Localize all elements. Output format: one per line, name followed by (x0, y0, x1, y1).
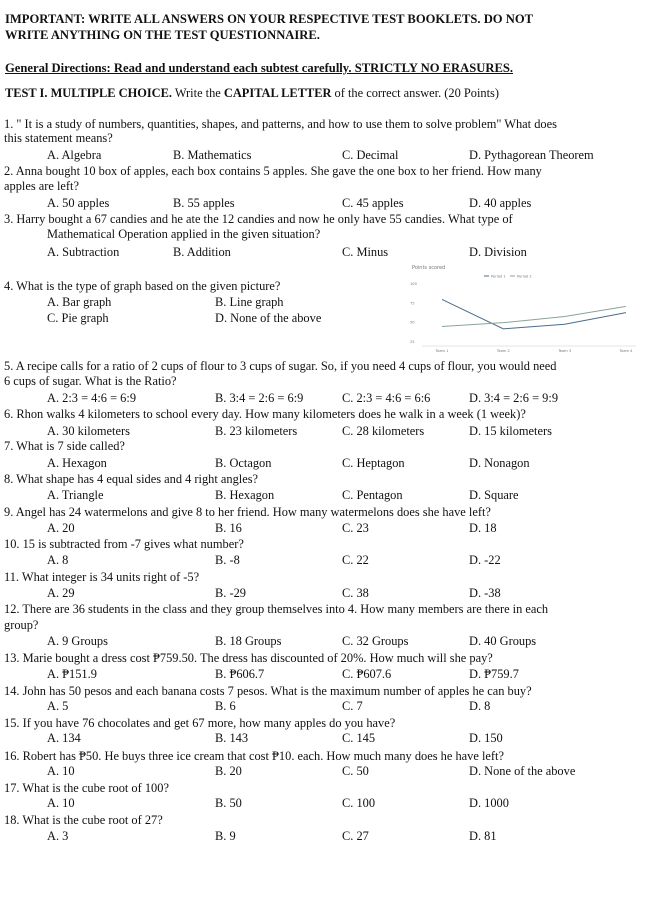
question-15-option-c: C. 145 (342, 731, 376, 745)
question-14-option-d: D. 8 (469, 699, 491, 713)
question-4-option-c: C. Pie graph (47, 311, 109, 325)
question-4-option-d: D. None of the above (215, 311, 322, 325)
test-instruction-b: CAPITAL LETTER (223, 86, 332, 100)
question-14-option-a: A. 5 (47, 699, 69, 713)
question-3-option-d: D. Division (469, 245, 527, 259)
question-11-option-c: C. 38 (342, 586, 369, 600)
x-tick-label-1: Team 1 (435, 349, 449, 353)
question-1-option-c: C. Decimal (342, 148, 399, 162)
question-10-text-line-1: 10. 15 is subtracted from -7 gives what number? (4, 537, 244, 551)
question-5-option-b: B. 3:4 = 2:6 = 6:9 (215, 391, 304, 405)
question-17-option-a: A. 10 (47, 796, 75, 810)
question-15-option-d: D. 150 (469, 731, 503, 745)
question-2-option-a: A. 50 apples (47, 196, 110, 210)
question-9-text-line-1: 9. Angel has 24 watermelons and give 8 to her friend. How many watermelons does she have left? (4, 505, 491, 519)
question-18-option-a: A. 3 (47, 829, 69, 843)
question-11-option-b: B. -29 (215, 586, 246, 600)
question-15-option-a: A. 134 (47, 731, 81, 745)
question-12-option-b: B. 18 Groups (215, 634, 282, 648)
question-17-option-b: B. 50 (215, 796, 242, 810)
question-1-option-a: A. Algebra (47, 148, 102, 162)
question-1-text-line-1: 1. " It is a study of numbers, quantities, shapes, and patterns, and how to use them to solve problem" What does (4, 117, 557, 131)
question-14-option-b: B. 6 (215, 699, 236, 713)
question-2-option-c: C. 45 apples (342, 196, 404, 210)
line-graph-figure (404, 262, 642, 354)
question-16-option-b: B. 20 (215, 764, 242, 778)
question-3-option-b: B. Addition (173, 245, 231, 259)
question-13-option-d: D. ₱759.7 (469, 667, 519, 681)
question-16-option-c: C. 50 (342, 764, 369, 778)
question-6-option-c: C. 28 kilometers (342, 424, 425, 438)
header-important-1: IMPORTANT: WRITE ALL ANSWERS ON YOUR RESPECTIVE TEST BOOKLETS. DO NOT (5, 12, 534, 26)
question-8-option-a: A. Triangle (47, 488, 104, 502)
header-important-2: WRITE ANYTHING ON THE TEST QUESTIONNAIRE. (5, 28, 320, 42)
question-12-option-c: C. 32 Groups (342, 634, 409, 648)
question-4-text-line-1: 4. What is the type of graph based on the given picture? (4, 279, 281, 293)
question-3-text-line-2: Mathematical Operation applied in the given situation? (47, 227, 321, 241)
test-title: TEST I. MULTIPLE CHOICE. (5, 86, 172, 100)
question-8-option-c: C. Pentagon (342, 488, 403, 502)
general-directions: General Directions: Read and understand each subtest carefully. STRICTLY NO ERASURES. (5, 61, 513, 75)
question-9-option-d: D. 18 (469, 521, 497, 535)
question-14-option-c: C. 7 (342, 699, 363, 713)
question-4-option-a: A. Bar graph (47, 295, 112, 309)
legend-label-2: Period 2 (517, 274, 532, 279)
series-line-2 (442, 306, 626, 326)
y-tick-label-3: 50 (410, 320, 415, 325)
question-12-text-line-1: 12. There are 36 students in the class and they group themselves into 4. How many members are there in each (4, 602, 549, 616)
question-13-text-line-1: 13. Marie bought a dress cost ₱759.50. The dress has discounted of 20%. How much will she pay? (4, 651, 493, 665)
question-6-text-line-1: 6. Rhon walks 4 kilometers to school every day. How many kilometers does he walk in a week (1 week)? (4, 407, 526, 421)
test-instruction-a: Write the (171, 86, 224, 100)
question-5-text-line-2: 6 cups of sugar. What is the Ratio? (4, 374, 177, 388)
question-12-option-a: A. 9 Groups (47, 634, 108, 648)
question-18-option-d: D. 81 (469, 829, 497, 843)
question-10-option-a: A. 8 (47, 553, 69, 567)
question-7-option-c: C. Heptagon (342, 456, 405, 470)
question-1-option-b: B. Mathematics (173, 148, 252, 162)
question-2-option-b: B. 55 apples (173, 196, 235, 210)
question-13-option-c: C. ₱607.6 (342, 667, 392, 681)
question-3-option-c: C. Minus (342, 245, 389, 259)
question-5-option-c: C. 2:3 = 4:6 = 6:6 (342, 391, 431, 405)
question-6-option-b: B. 23 kilometers (215, 424, 298, 438)
question-7-option-b: B. Octagon (215, 456, 272, 470)
question-12-text-line-2: group? (4, 618, 39, 632)
question-5-option-d: D. 3:4 = 2:6 = 9:9 (469, 391, 559, 405)
question-13-option-b: B. ₱606.7 (215, 667, 265, 681)
question-6-option-a: A. 30 kilometers (47, 424, 130, 438)
question-3-option-a: A. Subtraction (47, 245, 120, 259)
x-tick-label-2: Team 2 (496, 349, 510, 353)
question-4-option-b: B. Line graph (215, 295, 284, 309)
question-8-option-b: B. Hexagon (215, 488, 275, 502)
question-11-option-d: D. -38 (469, 586, 501, 600)
question-7-text-line-1: 7. What is 7 side called? (4, 439, 125, 453)
question-6-option-d: D. 15 kilometers (469, 424, 552, 438)
question-10-option-c: C. 22 (342, 553, 369, 567)
question-5-option-a: A. 2:3 = 4:6 = 6:9 (47, 391, 137, 405)
question-17-option-c: C. 100 (342, 796, 376, 810)
question-1-text-line-2: this statement means? (4, 131, 113, 145)
question-7-option-a: A. Hexagon (47, 456, 107, 470)
question-12-option-d: D. 40 Groups (469, 634, 537, 648)
question-2-option-d: D. 40 apples (469, 196, 532, 210)
question-13-option-a: A. ₱151.9 (47, 667, 97, 681)
x-tick-label-4: Team 4 (619, 349, 633, 353)
question-15-option-b: B. 143 (215, 731, 249, 745)
question-3-text-line-1: 3. Harry bought a 67 candies and he ate the 12 candies and now he only have 55 candies. What type of (4, 212, 513, 226)
test-instruction-c: of the correct answer. (20 Points) (331, 86, 500, 100)
question-14-text-line-1: 14. John has 50 pesos and each banana costs 7 pesos. What is the maximum number of apples he can buy? (4, 684, 532, 698)
question-10-option-d: D. -22 (469, 553, 501, 567)
y-tick-label-2: 75 (410, 301, 415, 306)
question-5-text-line-1: 5. A recipe calls for a ratio of 2 cups of flour to 3 cups of sugar. So, if you need 4 cups of flour, you would need (4, 359, 557, 373)
test-heading (5, 86, 499, 101)
question-9-option-b: B. 16 (215, 521, 242, 535)
question-2-text-line-1: 2. Anna bought 10 box of apples, each box contains 5 apples. She gave the one box to her friend. How many (4, 164, 542, 178)
question-10-option-b: B. -8 (215, 553, 240, 567)
question-8-option-d: D. Square (469, 488, 519, 502)
question-11-text-line-1: 11. What integer is 34 units right of -5? (4, 570, 200, 584)
y-tick-label-4: 25 (410, 340, 415, 344)
question-2-text-line-2: apples are left? (4, 179, 79, 193)
legend-label-1: Period 1 (491, 274, 506, 279)
question-16-option-d: D. None of the above (469, 764, 576, 778)
question-7-option-d: D. Nonagon (469, 456, 530, 470)
question-16-option-a: A. 10 (47, 764, 75, 778)
x-tick-label-3: Team 3 (558, 349, 572, 353)
question-11-option-a: A. 29 (47, 586, 75, 600)
y-tick-label-1: 100 (410, 282, 417, 286)
question-1-option-d: D. Pythagorean Theorem (469, 148, 594, 162)
question-17-text-line-1: 17. What is the cube root of 100? (4, 781, 169, 795)
question-18-option-c: C. 27 (342, 829, 369, 843)
chart-title: Points scored (412, 265, 446, 271)
question-8-text-line-1: 8. What shape has 4 equal sides and 4 right angles? (4, 472, 259, 486)
question-18-option-b: B. 9 (215, 829, 236, 843)
question-15-text-line-1: 15. If you have 76 chocolates and get 67 more, how many apples do you have? (4, 716, 396, 730)
question-9-option-a: A. 20 (47, 521, 75, 535)
question-17-option-d: D. 1000 (469, 796, 509, 810)
question-18-text-line-1: 18. What is the cube root of 27? (4, 813, 163, 827)
question-16-text-line-1: 16. Robert has ₱50. He buys three ice cream that cost ₱10. each. How much many does he have left? (4, 749, 504, 763)
question-9-option-c: C. 23 (342, 521, 369, 535)
